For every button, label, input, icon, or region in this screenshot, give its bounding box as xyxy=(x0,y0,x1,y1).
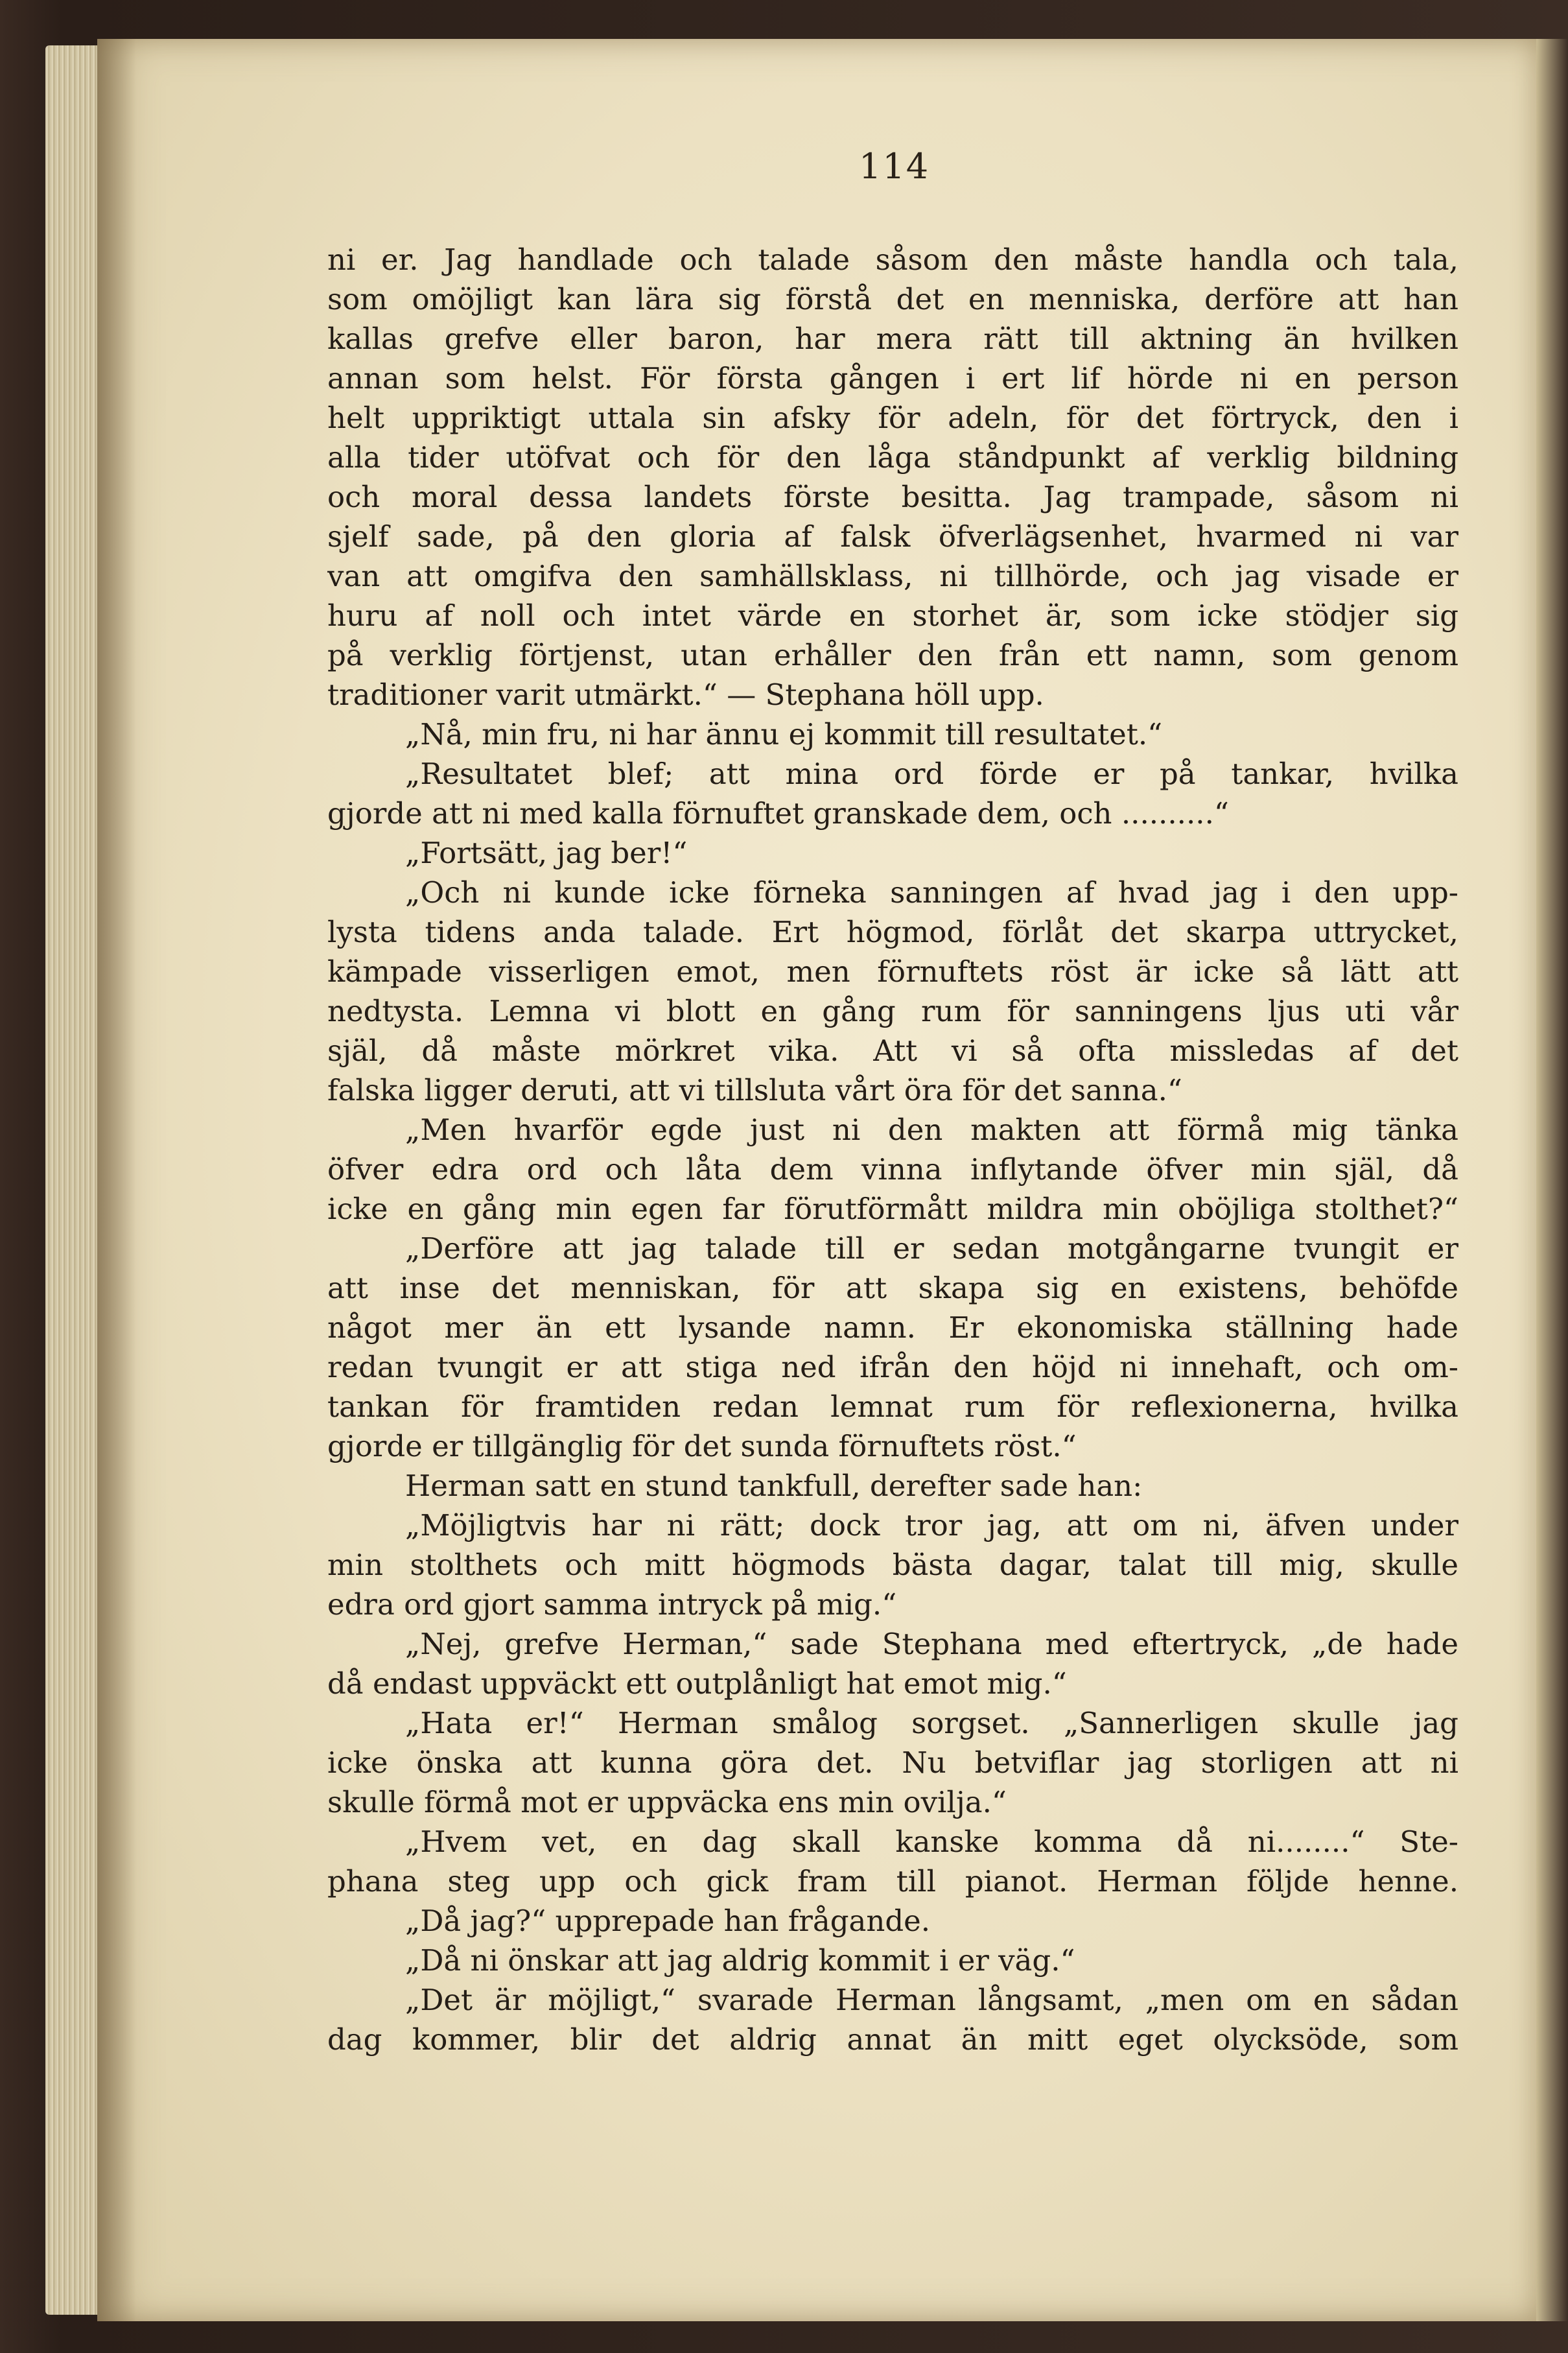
text-line: „Fortsätt, jag ber!“ xyxy=(405,836,688,870)
text-line: helt uppriktigt uttala sin afsky för adeln, för det förtryck, den i xyxy=(327,401,1458,435)
text-line: edra ord gjort samma intryck på mig.“ xyxy=(327,1587,897,1622)
text-line: falska ligger deruti, att vi tillsluta vårt öra för det sanna.“ xyxy=(327,1073,1182,1107)
text-line: „Då ni önskar att jag aldrig kommit i er väg.“ xyxy=(405,1943,1075,1978)
text-line: gjorde er tillgänglig för det sunda förnuftets röst.“ xyxy=(327,1429,1077,1463)
text-line: gjorde att ni med kalla förnuftet granskade dem, och ..........“ xyxy=(327,796,1229,831)
text-line: på verklig förtjenst, utan erhåller den från ett namn, som genom xyxy=(327,638,1458,672)
text-line: „Hvem vet, en dag skall kanske komma då ni........“ Ste- xyxy=(405,1825,1458,1859)
spine-shadow xyxy=(97,39,136,2321)
body-text xyxy=(327,240,1458,2059)
text-line: huru af noll och intet värde en storhet är, som icke stödjer sig xyxy=(327,598,1458,633)
text-line: som omöjligt kan lära sig förstå det en menniska, derföre att han xyxy=(327,282,1458,316)
text-line: „Derföre att jag talade till er sedan motgångarne tvungit er xyxy=(405,1231,1458,1266)
text-line: „Nej, grefve Herman,“ sade Stephana med eftertryck, „de hade xyxy=(405,1627,1458,1661)
text-line: „Men hvarför egde just ni den makten att förmå mig tänka xyxy=(405,1113,1458,1147)
text-line: Herman satt en stund tankfull, derefter sade han: xyxy=(405,1469,1143,1503)
text-line: sjelf sade, på den gloria af falsk öfverlägsenhet, hvarmed ni var xyxy=(327,519,1458,554)
text-line: redan tvungit er att stiga ned ifrån den höjd ni innehaft, och om- xyxy=(327,1350,1458,1384)
text-line: icke en gång min egen far förutförmått mildra min oböjliga stolthet?“ xyxy=(327,1192,1458,1226)
text-line: lysta tidens anda talade. Ert högmod, förlåt det skarpa uttrycket, xyxy=(327,915,1458,949)
text-line: öfver edra ord och låta dem vinna inflytande öfver min själ, då xyxy=(327,1152,1458,1187)
text-line: själ, då måste mörkret vika. Att vi så ofta missledas af det xyxy=(327,1034,1458,1068)
text-line: icke önska att kunna göra det. Nu betviflar jag storligen att ni xyxy=(327,1745,1458,1780)
text-line: „Möjligtvis har ni rätt; dock tror jag, att om ni, äfven under xyxy=(405,1508,1458,1543)
text-line: att inse det menniskan, för att skapa sig en existens, behöfde xyxy=(327,1271,1458,1305)
text-line: min stolthets och mitt högmods bästa dagar, talat till mig, skulle xyxy=(327,1548,1458,1582)
text-line: „Nå, min fru, ni har ännu ej kommit till resultatet.“ xyxy=(405,717,1163,751)
text-line: dag kommer, blir det aldrig annat än mitt eget olycksöde, som xyxy=(327,2022,1458,2057)
text-line: kallas grefve eller baron, har mera rätt till aktning än hvilken xyxy=(327,322,1458,356)
text-line: skulle förmå mot er uppväcka ens min ovilja.“ xyxy=(327,1785,1007,1819)
text-line: van att omgifva den samhällsklass, ni tillhörde, och jag visade er xyxy=(327,559,1458,593)
text-line: „Och ni kunde icke förneka sanningen af hvad jag i den upp- xyxy=(405,875,1458,910)
text-line: „Hata er!“ Herman smålog sorgset. „Sannerligen skulle jag xyxy=(405,1706,1458,1740)
text-line: „Det är möjligt,“ svarade Herman långsamt, „men om en sådan xyxy=(405,1983,1458,2017)
text-line: phana steg upp och gick fram till pianot. Herman följde henne. xyxy=(327,1864,1458,1898)
text-line: kämpade visserligen emot, men förnuftets röst är icke så lätt att xyxy=(327,954,1458,989)
text-line: tankan för framtiden redan lemnat rum för reflexionerna, hvilka xyxy=(327,1389,1458,1424)
text-line: och moral dessa landets förste besitta. Jag trampade, såsom ni xyxy=(327,480,1458,514)
text-line: „Resultatet blef; att mina ord förde er på tankar, hvilka xyxy=(405,757,1458,791)
text-line: „Då jag?“ upprepade han frågande. xyxy=(405,1904,931,1938)
text-line: nedtysta. Lemna vi blott en gång rum för sanningens ljus uti vår xyxy=(327,994,1458,1028)
page-number: 114 xyxy=(859,146,930,187)
right-page-edge xyxy=(1536,39,1568,2321)
text-line: något mer än ett lysande namn. Er ekonomiska ställning hade xyxy=(327,1310,1458,1345)
text-line: traditioner varit utmärkt.“ — Stephana höll upp. xyxy=(327,678,1044,712)
text-line: ni er. Jag handlade och talade såsom den måste handla och tala, xyxy=(327,242,1458,277)
text-line: alla tider utöfvat och för den låga ståndpunkt af verklig bildning xyxy=(327,440,1458,475)
text-line: annan som helst. För första gången i ert lif hörde ni en person xyxy=(327,361,1458,396)
text-line: då endast uppväckt ett outplånligt hat emot mig.“ xyxy=(327,1666,1067,1701)
